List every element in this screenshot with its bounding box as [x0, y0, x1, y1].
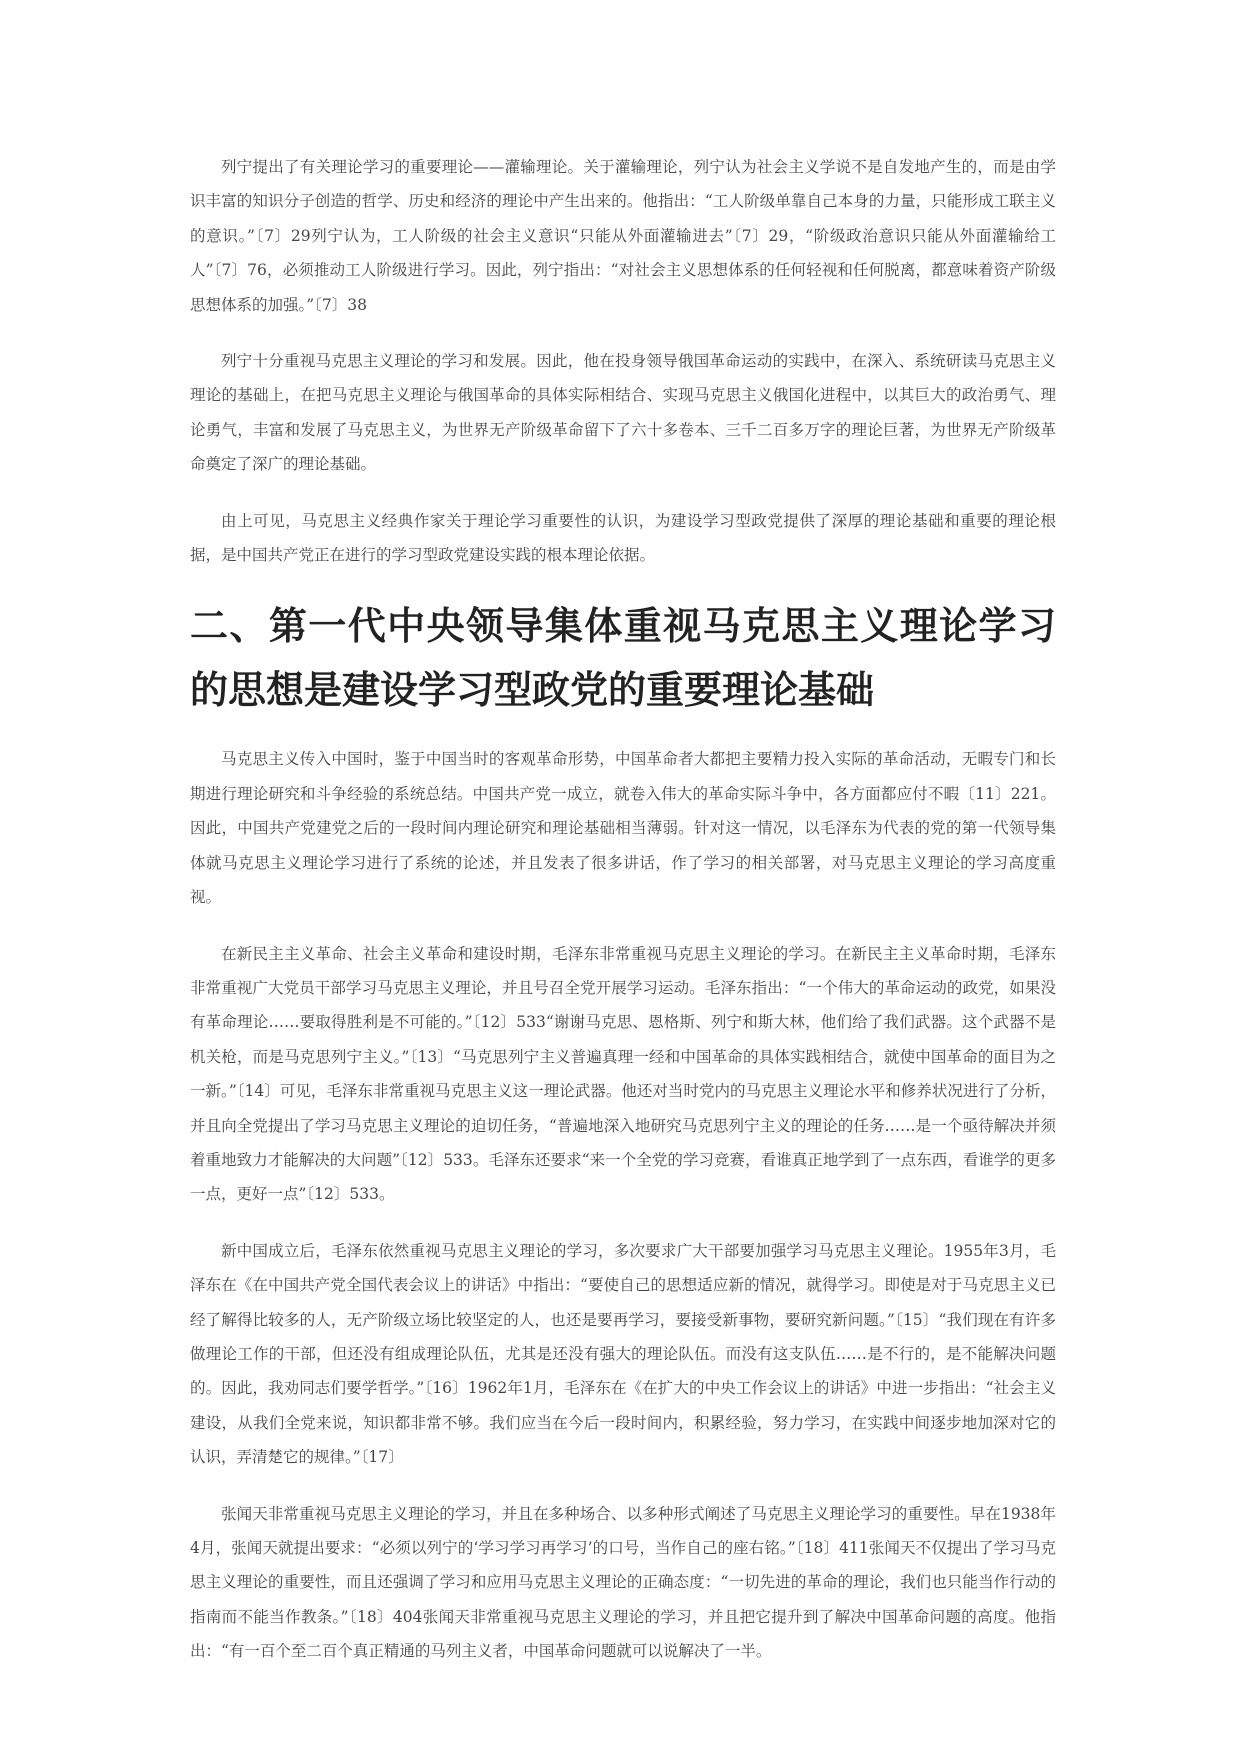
paragraph-lenin-theory-development: 列宁十分重视马克思主义理论的学习和发展。因此，他在投身领导俄国革命运动的实践中，在深入、系统研读马克思主义理论的基础上，在把马克思主义理论与俄国革命的具体实际相结合、实现马克思主义俄国化进程中，以其巨大的政治勇气、理论勇气，丰富和发展了马克思主义，为世界无产阶级革命留下了六十多卷本、三千二百多万字的理论巨著，为世界无产阶级革命奠定了深广的理论基础。 [190, 352, 1056, 474]
paragraph-mao-after-1949: 新中国成立后，毛泽东依然重视马克思主义理论的学习，多次要求广大干部要加强学习马克思主义理论。1955年3月，毛泽东在《在中国共产党全国代表会议上的讲话》中指出：“要使自己的思想适应新的情况，就得学习。即使是对于马克思主义已经了解得比较多的人，无产阶级立场比较坚定的人，也还是要再学习，要接受新事物，要研究新问题。”〔15〕“我们现在有许多做理论工作的干部，但还没有组成理论队伍，尤其是还没有强大的理论队伍。而没有这支队伍……是不行的，是不能解决问题的。因此，我劝同志们要学哲学。”〔16〕1962年1月，毛泽东在《在扩大的中央工作会议上的讲话》中进一步指出：“社会主义建设，从我们全党来说，知识都非常不够。我们应当在今后一段时间内，积累经验，努力学习，在实践中间逐步地加深对它的认识，弄清楚它的规律。”〔17〕 [190, 1241, 1056, 1467]
paragraph-marxism-into-china: 马克思主义传入中国时，鉴于中国当时的客观革命形势，中国革命者大都把主要精力投入实际的革命活动，无暇专门和长期进行理论研究和斗争经验的系统总结。中国共产党一成立，就卷入伟大的革命实际斗争中，各方面都应付不暇〔11〕221。因此，中国共产党建党之后的一段时间内理论研究和理论基础相当薄弱。针对这一情况，以毛泽东为代表的党的第一代领导集体就马克思主义理论学习进行了系统的论述，并且发表了很多讲话，作了学习的相关部署，对马克思主义理论的学习高度重视。 [190, 750, 1056, 907]
paragraph-mao-revolution-period: 在新民主主义革命、社会主义革命和建设时期，毛泽东非常重视马克思主义理论的学习。在新民主主义革命时期，毛泽东非常重视广大党员干部学习马克思主义理论，并且号召全党开展学习运动。毛泽东指出：“一个伟大的革命运动的政党，如果没有革命理论……要取得胜利是不可能的。”〔12〕533“谢谢马克思、恩格斯、列宁和斯大林，他们给了我们武器。这个武器不是机关枪，而是马克思列宁主义。”〔13〕“马克思列宁主义普遍真理一经和中国革命的具体实践相结合，就使中国革命的面目为之一新。”〔14〕可见，毛泽东非常重视马克思主义这一理论武器。他还对当时党内的马克思主义理论水平和修养状况进行了分析，并且向全党提出了学习马克思主义理论的迫切任务，“普遍地深入地研究马克思列宁主义的理论的任务……是一个亟待解决并须着重地致力才能解决的大问题”〔12〕533。毛泽东还要求“来一个全党的学习竞赛，看谁真正地学到了一点东西，看谁学的更多一点，更好一点”〔12〕533。 [190, 944, 1056, 1204]
paragraph-classic-writers-summary: 由上可见，马克思主义经典作家关于理论学习重要性的认识，为建设学习型政党提供了深厚的理论基础和重要的理论根据，是中国共产党正在进行的学习型政党建设实践的根本理论依据。 [190, 511, 1056, 565]
paragraph-lenin-indoctrination: 列宁提出了有关理论学习的重要理论——灌输理论。关于灌输理论，列宁认为社会主义学说不是自发地产生的，而是由学识丰富的知识分子创造的哲学、历史和经济的理论中产生出来的。他指出：“工人阶级单靠自己本身的力量，只能形成工联主义的意识。”〔7〕29列宁认为，工人阶级的社会主义意识“只能从外面灌输进去”〔7〕29，“阶级政治意识只能从外面灌输给工人”〔7〕76，必须推动工人阶级进行学习。因此，列宁指出：“对社会主义思想体系的任何轻视和任何脱离，都意味着资产阶级思想体系的加强。”〔7〕38 [190, 158, 1056, 314]
paragraph-zhang-wentian: 张闻天非常重视马克思主义理论的学习，并且在多种场合、以多种形式阐述了马克思主义理论学习的重要性。早在1938年4月，张闻天就提出要求：“必须以列宁的‘学习学习再学习’的口号，当作自己的座右铭。”〔18〕411张闻天不仅提出了学习马克思主义理论的重要性，而且还强调了学习和应用马克思主义理论的正确态度：“一切先进的革命的理论，我们也只能当作行动的指南而不能当作教条。”〔18〕404张闻天非常重视马克思主义理论的学习，并且把它提升到了解决中国革命问题的高度。他指出：“有一百个至二百个真正精通的马列主义者，中国革命问题就可以说解决了一半。 [190, 1504, 1056, 1661]
section-heading: 二、第一代中央领导集体重视马克思主义理论学习的思想是建设学习型政党的重要理论基础 [190, 604, 1056, 713]
document-page [190, 150, 1056, 1691]
